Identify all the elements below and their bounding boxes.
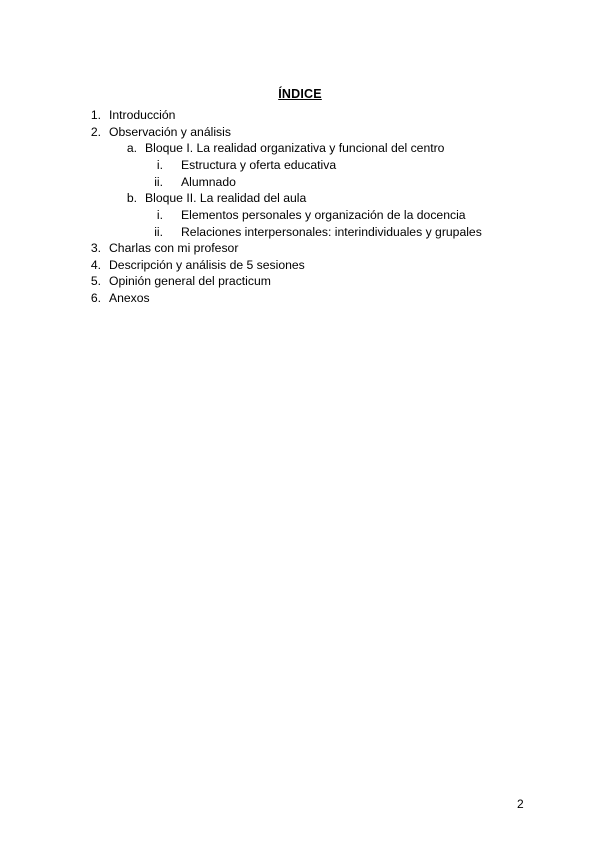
page-number: 2 — [517, 797, 524, 811]
toc-label: Descripción y análisis de 5 sesiones — [109, 258, 305, 272]
toc-marker: a. — [126, 141, 137, 155]
toc-marker: i. — [156, 158, 163, 172]
toc-marker: 3. — [90, 241, 101, 255]
toc-marker: ii. — [154, 175, 163, 189]
toc-marker: i. — [156, 208, 163, 222]
toc-marker: 1. — [90, 108, 101, 122]
toc-marker: ii. — [154, 225, 163, 239]
page-title: ÍNDICE — [278, 87, 322, 101]
toc-label: Anexos — [109, 291, 150, 305]
toc-label: Introducción — [109, 108, 176, 122]
toc-label: Bloque I. La realidad organizativa y funcional del centro — [145, 141, 445, 155]
toc-label: Alumnado — [181, 175, 236, 189]
toc-marker: b. — [126, 191, 137, 205]
toc-label: Estructura y oferta educativa — [181, 158, 337, 172]
toc-marker: 6. — [90, 291, 101, 305]
toc-label: Relaciones interpersonales: interindividuales y grupales — [181, 225, 482, 239]
toc-label: Opinión general del practicum — [109, 274, 271, 288]
toc-marker: 4. — [90, 258, 101, 272]
toc-label: Elementos personales y organización de la docencia — [181, 208, 466, 222]
toc-marker: 2. — [90, 125, 101, 139]
toc-label: Observación y análisis — [109, 125, 231, 139]
toc-label: Bloque II. La realidad del aula — [145, 191, 307, 205]
toc-label: Charlas con mi profesor — [109, 241, 239, 255]
toc-marker: 5. — [90, 274, 101, 288]
